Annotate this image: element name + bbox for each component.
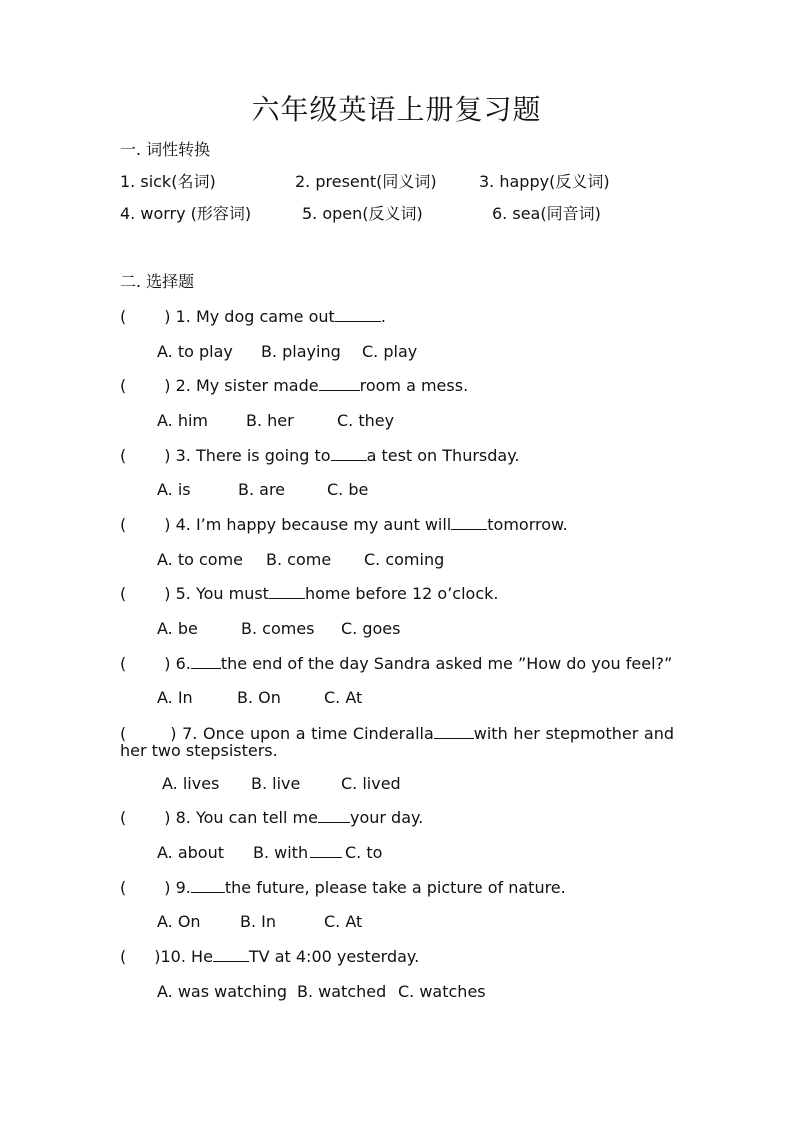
question-text-end: with her stepmother and her two stepsisters. — [120, 724, 674, 760]
option-a: A. to play — [157, 342, 233, 361]
option-b: B. watched — [297, 982, 387, 1001]
question-text-end: tomorrow. — [487, 515, 568, 534]
question-text: 5. You must — [175, 584, 269, 603]
question-text: 10. He — [160, 947, 213, 966]
question — [120, 724, 674, 759]
question-text: 1. My dog came out — [175, 307, 335, 326]
fill-blank[interactable] — [213, 947, 249, 962]
section2-heading: 二. 选择题 — [120, 272, 195, 291]
fill-blank[interactable] — [318, 808, 350, 823]
answer-paren-close: ) — [164, 376, 171, 395]
answer-paren-close: ) — [170, 724, 177, 743]
word-item: 6. sea(同音词) — [492, 204, 601, 223]
answer-paren-open: ( — [120, 808, 127, 827]
question — [120, 515, 568, 535]
fill-blank — [310, 843, 342, 858]
option-c: C. be — [327, 480, 369, 499]
fill-blank[interactable] — [191, 878, 225, 893]
option-c: C. watches — [398, 982, 486, 1001]
word-item: 1. sick(名词) — [120, 172, 216, 191]
question — [120, 878, 566, 898]
option-b: B. live — [251, 774, 301, 793]
option-a: A. to come — [157, 550, 243, 569]
question — [120, 808, 423, 828]
section1-heading: 一. 词性转换 — [120, 140, 211, 159]
option-a: A. lives — [162, 774, 220, 793]
question-text-end: room a mess. — [359, 376, 469, 395]
option-c: C. goes — [341, 619, 401, 638]
answer-paren-close: ) — [164, 515, 171, 534]
question — [120, 584, 498, 604]
fill-blank[interactable] — [451, 515, 487, 530]
question-text: 3. There is going to — [175, 446, 331, 465]
answer-paren-close: ) — [164, 584, 171, 603]
fill-blank[interactable] — [269, 584, 305, 599]
question — [120, 947, 419, 967]
question-text-end: the end of the day Sandra asked me ”How do you feel?” — [220, 654, 673, 673]
fill-blank[interactable] — [335, 307, 381, 322]
fill-blank[interactable] — [319, 376, 360, 391]
answer-paren-open: ( — [120, 584, 127, 603]
question-text-end: the future, please take a picture of nature. — [224, 878, 566, 897]
question-text: 4. I’m happy because my aunt will — [175, 515, 452, 534]
option-c: C. coming — [364, 550, 445, 569]
option-b: B. playing — [261, 342, 341, 361]
question-text: 9. — [175, 878, 191, 897]
word-item: 3. happy(反义词) — [479, 172, 610, 191]
word-item: 4. worry (形容词) — [120, 204, 252, 223]
question-text-end: a test on Thursday. — [366, 446, 520, 465]
answer-paren-open: ( — [120, 878, 127, 897]
question-text: 8. You can tell me — [175, 808, 318, 827]
option-c: C. At — [324, 688, 363, 707]
question — [120, 376, 468, 396]
question-text: 2. My sister made — [175, 376, 319, 395]
fill-blank[interactable] — [191, 654, 221, 669]
answer-paren-close: ) — [164, 446, 171, 465]
answer-paren-close: ) — [164, 878, 171, 897]
answer-paren-open: ( — [120, 446, 127, 465]
question-text-end: TV at 4:00 yesterday. — [248, 947, 420, 966]
answer-paren-close: ) — [164, 808, 171, 827]
question — [120, 654, 672, 674]
question-text-end: your day. — [349, 808, 424, 827]
option-c: C. At — [324, 912, 363, 931]
question — [120, 446, 519, 466]
option-b: B. are — [238, 480, 286, 499]
option-c: C. they — [337, 411, 395, 430]
option-b: B. comes — [241, 619, 315, 638]
option-c: C. to — [345, 843, 383, 862]
answer-paren-close: ) — [164, 654, 171, 673]
answer-paren-open: ( — [120, 515, 127, 534]
answer-paren-close: ) — [164, 307, 171, 326]
option-a: A. be — [157, 619, 198, 638]
word-item: 5. open(反义词) — [302, 204, 423, 223]
question-text-end: home before 12 o’clock. — [304, 584, 499, 603]
answer-paren-close: ) — [154, 947, 161, 966]
fill-blank[interactable] — [434, 724, 474, 739]
option-a: A. about — [157, 843, 224, 862]
answer-paren-open: ( — [120, 724, 127, 743]
option-c: C. play — [362, 342, 418, 361]
question — [120, 307, 386, 327]
option-a: A. him — [157, 411, 209, 430]
answer-paren-open: ( — [120, 307, 127, 326]
option-a: A. was watching — [157, 982, 287, 1001]
option-b: B. her — [246, 411, 294, 430]
option-b: B. come — [266, 550, 332, 569]
option-a: A. is — [157, 480, 191, 499]
option-b: B. In — [240, 912, 277, 931]
option-a: A. In — [157, 688, 193, 707]
answer-paren-open: ( — [120, 376, 127, 395]
question-text-end: . — [380, 307, 386, 326]
option-b: B. with — [253, 843, 342, 863]
option-c: C. lived — [341, 774, 401, 793]
answer-paren-open: ( — [120, 654, 127, 673]
option-b: B. On — [237, 688, 281, 707]
option-a: A. On — [157, 912, 201, 931]
question-text: 6. — [175, 654, 191, 673]
word-item: 2. present(同义词) — [295, 172, 437, 191]
page-title: 六年级英语上册复习题 — [251, 93, 542, 126]
fill-blank[interactable] — [331, 446, 367, 461]
question-text: 7. Once upon a time Cinderalla — [182, 724, 434, 743]
answer-paren-open: ( — [120, 947, 127, 966]
